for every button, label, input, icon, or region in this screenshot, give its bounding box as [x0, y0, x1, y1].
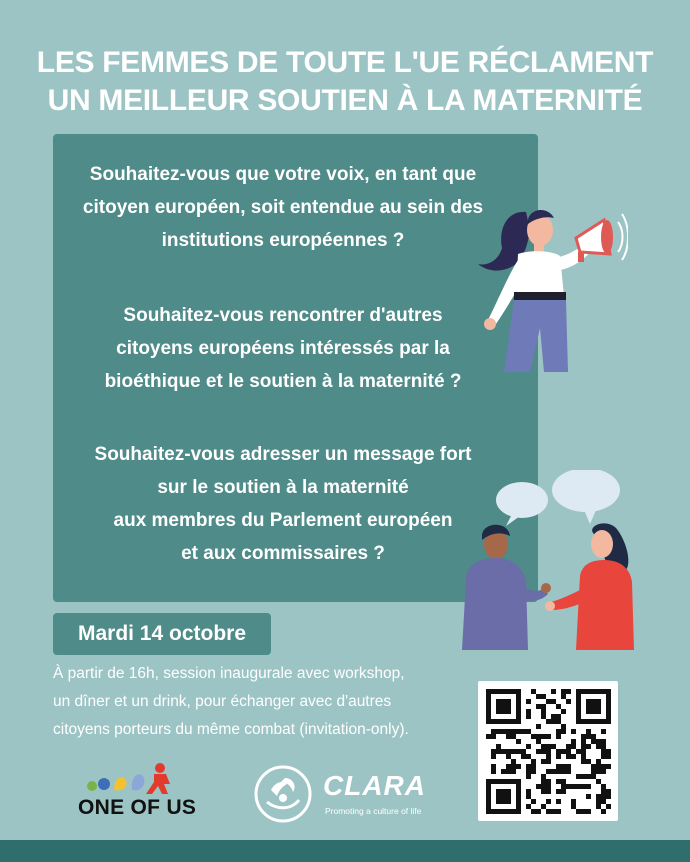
page-title — [0, 44, 690, 120]
conversation-illustration — [456, 470, 642, 656]
title-line-1: LES FEMMES DE TOUTE L'UE RÉCLAMENT — [36, 46, 654, 79]
megaphone-woman-illustration — [468, 200, 628, 372]
question-1 — [53, 158, 513, 257]
title-line-2: UN MEILLEUR SOUTIEN À LA MATERNITÉ — [47, 84, 643, 117]
question-2-line-1: Souhaitez-vous rencontrer d'autres — [123, 305, 443, 326]
question-1-line-1: Souhaitez-vous que votre voix, en tant que — [89, 164, 477, 185]
one-of-us-logo — [78, 760, 198, 822]
event-details — [53, 660, 473, 744]
event-details-line-1: À partir de 16h, session inaugurale avec workshop, — [53, 665, 405, 682]
question-3-line-3: aux membres du Parlement européen — [113, 510, 453, 531]
event-details-line-2: un dîner et un drink, pour échanger avec d'autres — [53, 693, 392, 710]
question-1-line-2: citoyen européen, soit entendue au sein des — [82, 197, 484, 218]
event-date: Mardi 14 octobre — [53, 613, 271, 655]
question-3-line-4: et aux commissaires ? — [181, 543, 385, 564]
question-3-line-2: sur le soutien à la maternité — [157, 477, 409, 498]
question-2-line-3: bioéthique et le soutien à la maternité ? — [104, 371, 462, 392]
clara-tagline: Promoting a culture of life — [325, 806, 422, 816]
question-3 — [53, 438, 513, 570]
one-of-us-text: ONE OF US — [78, 796, 197, 819]
question-3-line-1: Souhaitez-vous adresser un message fort — [94, 444, 472, 465]
clara-logo — [253, 762, 433, 824]
question-2 — [53, 299, 513, 398]
qr-code-icon — [478, 681, 618, 821]
question-1-line-3: institutions européennes ? — [161, 230, 405, 251]
one-of-us-figures-icon — [78, 760, 198, 796]
bottom-bar — [0, 840, 690, 862]
event-details-line-3: citoyens porteurs du même combat (invitation-only). — [53, 721, 409, 738]
clara-emblem-icon — [253, 764, 313, 824]
question-2-line-2: citoyens européens intéressés par la — [116, 338, 450, 359]
clara-name: CLARA — [323, 770, 426, 801]
qr-code[interactable] — [478, 681, 618, 821]
